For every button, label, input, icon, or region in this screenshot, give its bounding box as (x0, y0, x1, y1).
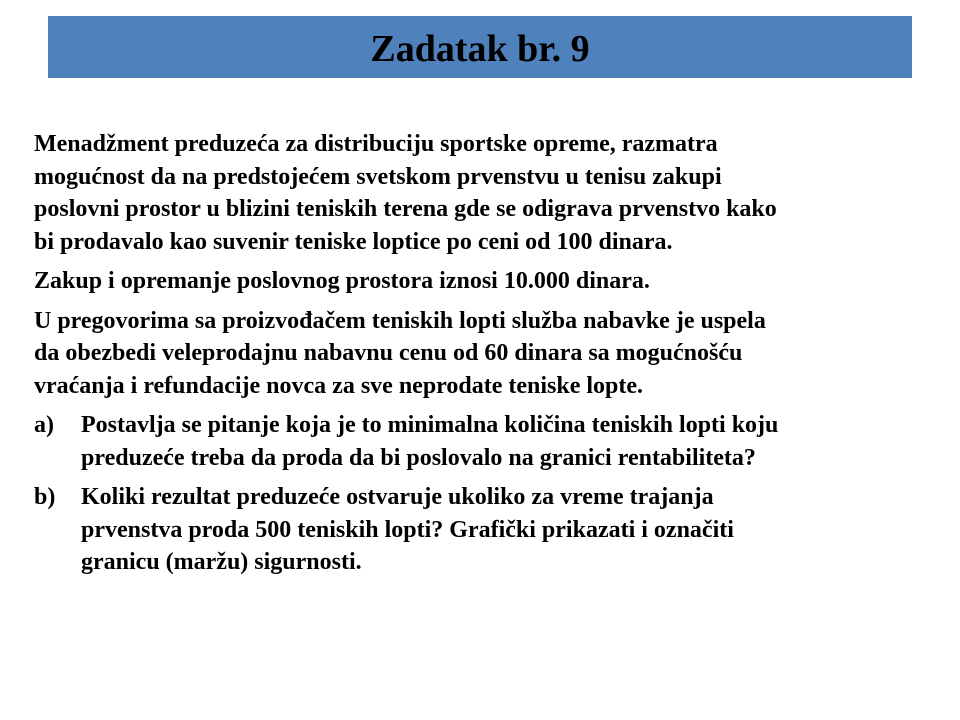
list-marker: a) (34, 412, 54, 438)
text-line: poslovni prostor u blizini teniskih terena gde se odigrava prvenstvo kako (34, 196, 777, 222)
paragraph-rent (34, 265, 944, 298)
paragraph-procurement (34, 305, 944, 403)
text-line: U pregovorima sa proizvođačem teniskih lopti služba nabavke je uspela (34, 307, 766, 334)
text-line: prvenstva proda 500 teniskih lopti? Grafički prikazati i označiti (81, 516, 734, 543)
slide-body (34, 128, 944, 586)
text-line: Menadžment preduzeća za distribuciju sportske opreme, razmatra (34, 131, 718, 157)
paragraph-intro (34, 128, 944, 258)
text-line: bi prodavalo kao suvenir teniske loptice po ceni od 100 dinara. (34, 228, 673, 255)
text-line: vraćanja i refundacije novca za sve neprodate teniske lopte. (34, 372, 644, 399)
slide-title: Zadatak br. 9 (370, 28, 590, 70)
question-b (34, 481, 944, 579)
list-marker: b) (34, 484, 56, 510)
text-line: Postavlja se pitanje koja je to minimalna količina teniskih lopti koju (81, 412, 779, 438)
text-line: preduzeće treba da proda da bi poslovalo na granici rentabiliteta? (81, 444, 756, 471)
title-bar (48, 16, 912, 78)
text-line: granicu (maržu) sigurnosti. (81, 549, 362, 575)
text-line: mogućnost da na predstojećem svetskom prvenstvu u tenisu zakupi (34, 163, 722, 190)
text-line: Zakup i opremanje poslovnog prostora iznosi 10.000 dinara. (34, 268, 650, 294)
text-line: da obezbedi veleprodajnu nabavnu cenu od 60 dinara sa mogućnošću (34, 340, 743, 366)
text-line: Koliki rezultat preduzeće ostvaruje ukoliko za vreme trajanja (81, 484, 714, 510)
question-a (34, 409, 944, 474)
